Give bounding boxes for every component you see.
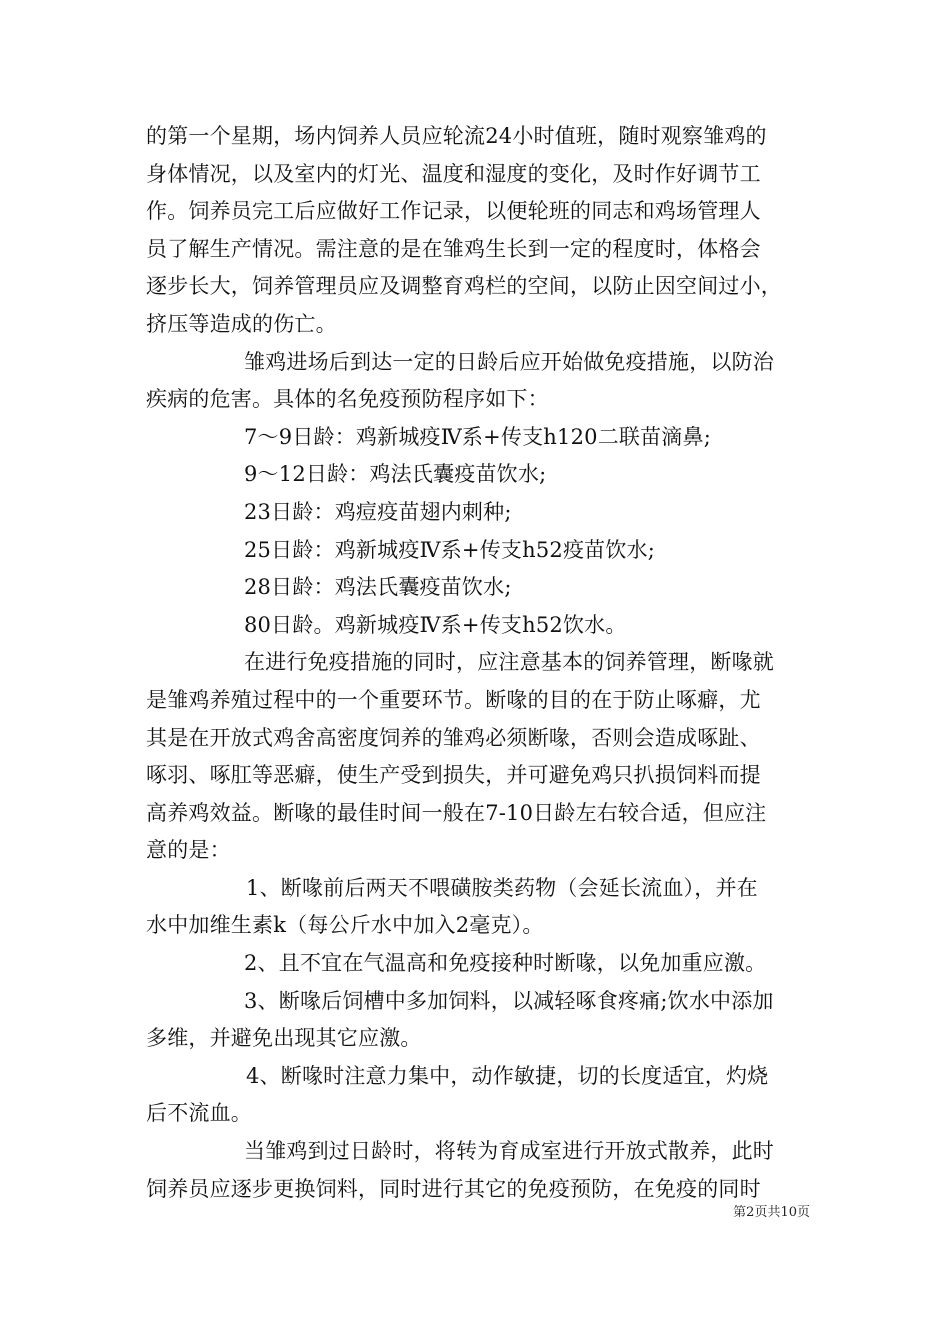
vaccine-schedule-item: 25日龄：鸡新城疫Ⅳ系+传支h52疫苗饮水; xyxy=(244,537,656,562)
text-line: 逐步长大，饲养管理员应及调整育鸡栏的空间，以防止因空间过小， xyxy=(146,274,782,299)
text-line: 员了解生产情况。需注意的是在雏鸡生长到一定的程度时，体格会 xyxy=(146,236,761,261)
text-line: 是雏鸡养殖过程中的一个重要环节。断喙的目的在于防止啄癖，尤 xyxy=(146,687,761,712)
text-line: 意的是： xyxy=(146,838,231,863)
vaccine-schedule-item: 7～9日龄：鸡新城疫Ⅳ系+传支h120二联苗滴鼻; xyxy=(244,424,711,449)
text-line: 啄羽、啄肛等恶癖，使生产受到损失，并可避免鸡只扒损饲料而提 xyxy=(146,763,761,788)
numbered-item: 2、且不宜在气温高和免疫接种时断喙，以免加重应激。 xyxy=(244,951,767,976)
text-line: 的第一个星期，场内饲养人员应轮流24小时值班，随时观察雏鸡的 xyxy=(146,124,767,148)
text-line: 疾病的危害。具体的名免疫预防程序如下： xyxy=(146,387,549,412)
text-line: 多维，并避免出现其它应激。 xyxy=(146,1026,422,1051)
text-line: 后不流血。 xyxy=(146,1101,252,1126)
text-line: 在进行免疫措施的同时，应注意基本的饲养管理，断喙就 xyxy=(244,650,774,675)
text-line: 高养鸡效益。断喙的最佳时间一般在7-10日龄左右较合适，但应注 xyxy=(146,800,767,825)
text-line: 饲养员应逐步更换饲料，同时进行其它的免疫预防，在免疫的同时 xyxy=(146,1176,761,1201)
document-body xyxy=(146,118,806,1208)
text-line: 作。饲养员完工后应做好工作记录，以便轮班的同志和鸡场管理人 xyxy=(146,199,761,224)
page-number: 第2页共10页 xyxy=(733,1205,810,1220)
numbered-item: 4、断喙时注意力集中，动作敏捷，切的长度适宜，灼烧 xyxy=(246,1063,769,1088)
text-line: 雏鸡进场后到达一定的日龄后应开始做免疫措施，以防治 xyxy=(244,349,774,374)
text-line: 身体情况，以及室内的灯光、温度和湿度的变化，及时作好调节工 xyxy=(146,161,761,186)
text-line: 挤压等造成的伤亡。 xyxy=(146,311,337,336)
text-line: 当雏鸡到过日龄时，将转为育成室进行开放式散养，此时 xyxy=(244,1139,774,1164)
text-line: 其是在开放式鸡舍高密度饲养的雏鸡必须断喙，否则会造成啄趾、 xyxy=(146,725,761,750)
vaccine-schedule-item: 23日龄：鸡痘疫苗翅内刺种; xyxy=(244,499,512,524)
text-line: 水中加维生素k（每公斤水中加入2毫克）。 xyxy=(146,913,544,938)
numbered-item: 3、断喙后饲槽中多加饲料，以减轻啄食疼痛;饮水中添加 xyxy=(244,988,774,1013)
numbered-item: 1、断喙前后两天不喂磺胺类药物（会延长流血），并在 xyxy=(246,875,758,900)
vaccine-schedule-item: 28日龄：鸡法氏囊疫苗饮水; xyxy=(244,575,512,600)
vaccine-schedule-item: 80日龄。鸡新城疫Ⅳ系+传支h52饮水。 xyxy=(244,612,627,637)
vaccine-schedule-item: 9～12日龄：鸡法氏囊疫苗饮水; xyxy=(244,462,547,487)
